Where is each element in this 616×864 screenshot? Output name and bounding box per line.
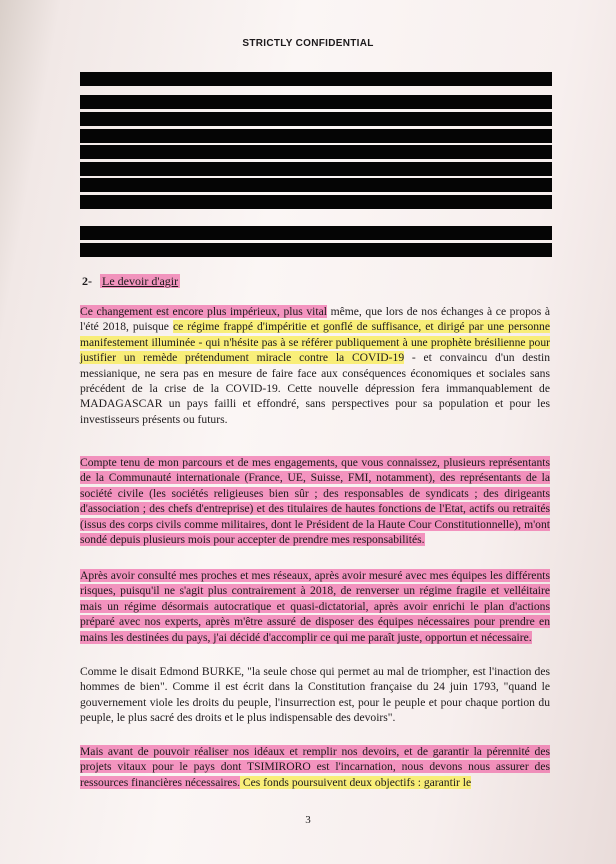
paragraph-5	[80, 744, 550, 790]
redaction-bar	[80, 226, 552, 240]
highlight-pink: Mais avant de pouvoir réaliser nos idéaux et remplir nos devoirs, et de garantir la pérennité des projets vitaux pour le pays dont TSIMIRORO est l'incarnation, nous devons nous assurer des ressources financières nécessaires.	[80, 745, 550, 789]
text-run: même, que lors de nos échanges à ce propos à l'été 2018, puisque	[80, 305, 550, 334]
text-run: Comme le disait Edmond BURKE, "la seule chose qui permet au mal de triompher, est l'inaction des hommes de bien". Comme il est écrit dans la Constitution française du 24 juin 1793, "quand le gouvernement viole les droits du peuple, l'insurrection est, pour le peuple et pour chaque portion du peuple, le plus sacré des droits et le plus indispensable des devoirs".	[80, 665, 550, 725]
redaction-bar	[80, 195, 552, 209]
classification-header: STRICTLY CONFIDENTIAL	[242, 38, 374, 49]
text-run: - et convaincu d'un destin messianique, ne sera pas en mesure de faire face aux conséquences économiques et sociales sans précédent de la crise de la COVID-19. Cette nouvelle dépression fera immanquablement de MADAGASCAR un pays failli et effondré, sans perspectives pour sa population et pour les investisseurs présents ou futurs.	[80, 351, 550, 426]
redaction-bar	[80, 95, 552, 109]
redaction-bar	[80, 72, 552, 86]
paragraph-2	[80, 455, 550, 547]
redaction-bar	[80, 129, 552, 143]
paragraph-1	[80, 304, 550, 427]
redaction-bar	[80, 243, 552, 257]
section-heading	[82, 274, 180, 289]
highlight-pink: Ce changement est encore plus impérieux, plus vital	[80, 305, 327, 318]
highlight-pink: Après avoir consulté mes proches et mes réseaux, après avoir mesuré avec mes équipes les différents risques, puisqu'il ne s'agit plus contrairement à 2018, de renverser un régime fragile et velléitaire mais un régime désormais autocratique et quasi-dictatorial, après avoir enrichi le plan d'actions préparé avec nos experts, après m'être assuré de disposer des équipes nécessaires pour prendre en mains les destinées du pays, j'ai décidé d'accomplir ce qui me paraît juste, opportun et nécessaire.	[80, 569, 550, 644]
redaction-bar	[80, 145, 552, 159]
highlight-yellow: ce régime frappé d'impéritie et gonflé de suffisance, et dirigé par une personne manifestement illuminée - qui n'hésite pas à se référer publiquement à une prophète brésilienne pour justifier un remède prétendument miracle contre la COVID-19	[80, 320, 551, 365]
redaction-bar	[80, 162, 552, 176]
redaction-bar	[80, 112, 552, 126]
section-title: Le devoir d'agir	[102, 274, 179, 288]
paragraph-4	[80, 664, 550, 726]
redaction-bar	[80, 178, 552, 192]
paragraph-3	[80, 568, 550, 645]
highlight-yellow: Ces fonds poursuivent deux objectifs : garantir le	[239, 775, 472, 789]
page-number: 3	[305, 814, 311, 826]
section-number: 2-	[82, 274, 92, 288]
highlight-pink: Compte tenu de mon parcours et de mes engagements, que vous connaissez, plusieurs représentants de la Communauté internationale (France, UE, Suisse, FMI, notamment), des représentants de la société civile (les sociétés religieuses bien sûr ; des responsables de syndicats ; des dirigeants d'association ; des chefs d'entreprise) et des titulaires de hautes fonctions de l'Etat, actifs ou retraités (issus des corps civils comme militaires, dont le Président de la Haute Cour Constitutionnelle), m'ont sondé depuis plusieurs mois pour accepter de prendre mes responsabilités.	[80, 456, 550, 547]
